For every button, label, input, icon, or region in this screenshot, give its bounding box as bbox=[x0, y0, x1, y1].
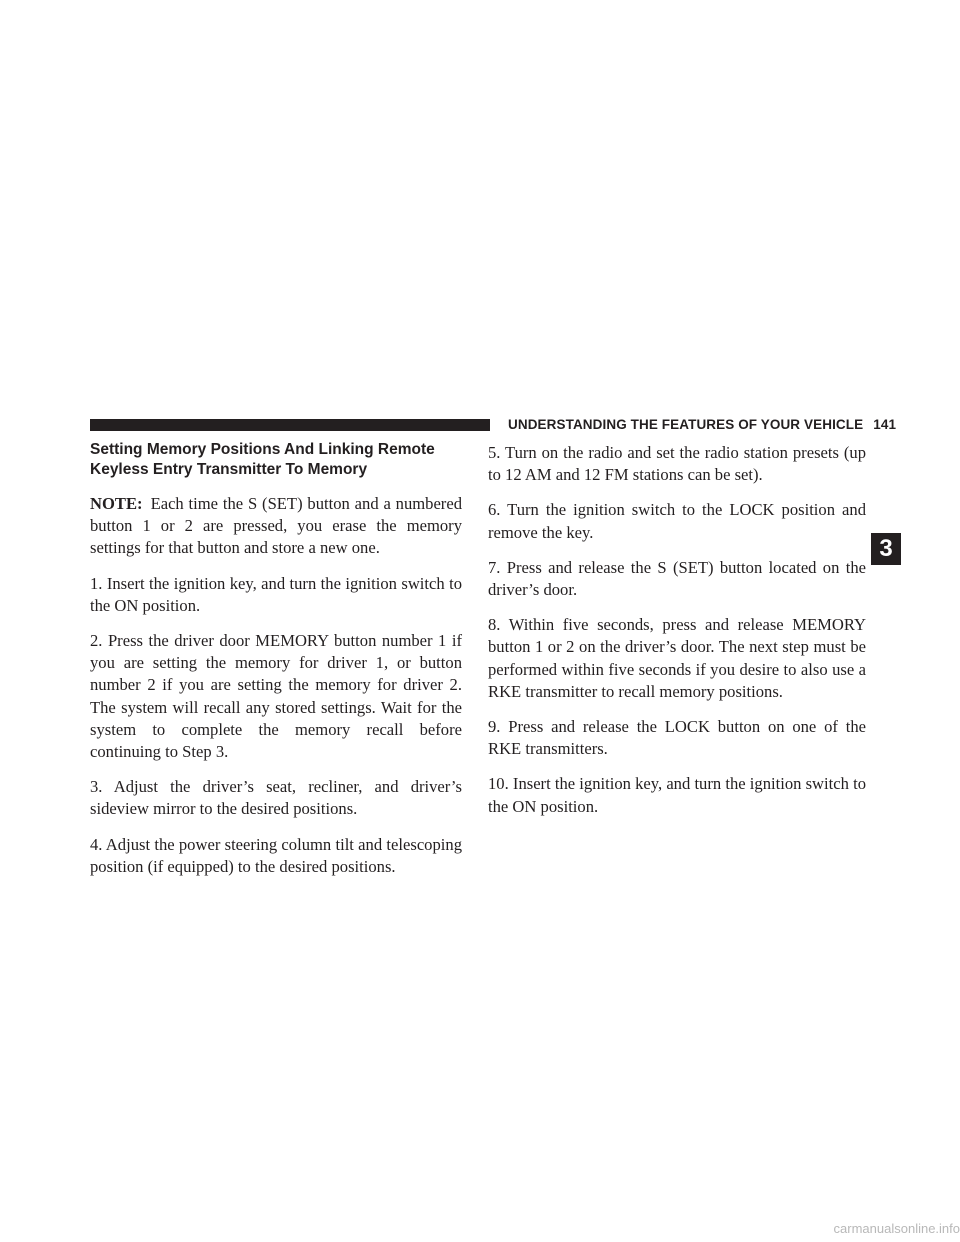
page-number: 141 bbox=[873, 417, 897, 432]
left-column bbox=[90, 440, 462, 891]
step-6: 6. Turn the ignition switch to the LOCK position and remove the key. bbox=[488, 500, 866, 542]
watermark: carmanualsonline.info bbox=[833, 1221, 960, 1236]
header-rule bbox=[90, 419, 490, 431]
step-9: 9. Press and release the LOCK button on one of the RKE transmitters. bbox=[488, 717, 866, 759]
step-4: 4. Adjust the power steering column tilt and telescoping position (if equipped) to the desired positions. bbox=[90, 834, 462, 876]
section-title: UNDERSTANDING THE FEATURES OF YOUR VEHICLE bbox=[508, 417, 864, 432]
step-8: 8. Within five seconds, press and release MEMORY button 1 or 2 on the driver’s door. The next step must be performed within five seconds if you desire to also use a RKE transmitter to recall memory positions. bbox=[488, 615, 866, 701]
section-heading bbox=[90, 440, 462, 480]
step-10: 10. Insert the ignition key, and turn the ignition switch to the ON position. bbox=[488, 774, 866, 816]
heading-line-1: Setting Memory Positions And Linking Remote bbox=[90, 441, 435, 458]
note-paragraph bbox=[90, 493, 462, 560]
chapter-tab: 3 bbox=[871, 533, 901, 565]
step-2: 2. Press the driver door MEMORY button number 1 if you are setting the memory for driver 1, or button number 2 if you are setting the memory for driver 2. The system will recall any stored settings. Wait for the system to complete the memory recall before continuing to Step 3. bbox=[90, 631, 462, 762]
step-7: 7. Press and release the S (SET) button located on the driver’s door. bbox=[488, 557, 866, 600]
step-3: 3. Adjust the driver’s seat, recliner, and driver’s sideview mirror to the desired positions. bbox=[90, 777, 462, 819]
right-column bbox=[488, 442, 866, 831]
step-5: 5. Turn on the radio and set the radio station presets (up to 12 AM and 12 FM stations can be set). bbox=[488, 443, 866, 485]
step-1: 1. Insert the ignition key, and turn the ignition switch to the ON position. bbox=[90, 573, 462, 615]
heading-line-2: Keyless Entry Transmitter To Memory bbox=[90, 461, 368, 478]
note-text: Each time the S (SET) button and a numbered button 1 or 2 are pressed, you erase the memory settings for that button and store a new one. bbox=[90, 494, 462, 558]
note-label: NOTE: bbox=[90, 494, 143, 513]
running-header bbox=[508, 415, 897, 435]
